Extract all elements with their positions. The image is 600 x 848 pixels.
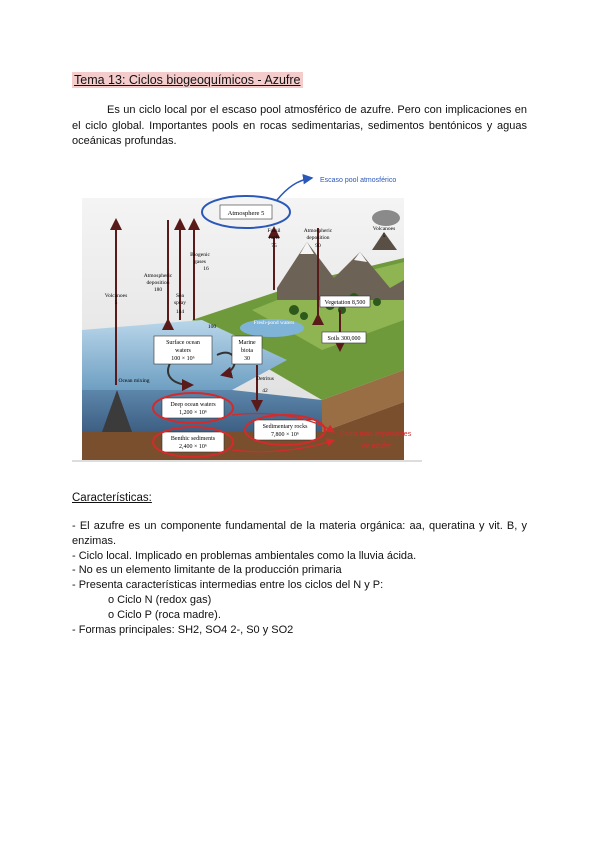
characteristics-list	[72, 519, 527, 637]
svg-text:144: 144	[175, 309, 185, 315]
svg-text:42: 42	[262, 388, 268, 394]
svg-text:Biogenic: Biogenic	[190, 252, 210, 258]
svg-text:waters: waters	[175, 348, 191, 354]
svg-text:16: 16	[203, 266, 209, 272]
annotation-pools-2: de azufre	[362, 443, 392, 450]
atmosphere-box	[220, 205, 272, 219]
deep-waters-box	[162, 398, 224, 418]
svg-text:biota: biota	[241, 348, 253, 354]
list-item: - Presenta características intermedias entre los ciclos del N y P:	[72, 579, 384, 592]
svg-text:Fresh-pond waters: Fresh-pond waters	[253, 320, 295, 326]
svg-text:180: 180	[153, 287, 163, 293]
list-item: o Ciclo P (roca madre).	[108, 608, 221, 621]
svg-text:100: 100	[207, 324, 217, 330]
annotation-pools-1: Pools más importantes	[340, 431, 412, 438]
svg-text:2,400 × 10⁶: 2,400 × 10⁶	[179, 444, 207, 450]
svg-text:Fossil: Fossil	[267, 228, 281, 234]
svg-text:Ocean mixing: Ocean mixing	[118, 378, 150, 384]
surface-ocean-box	[154, 336, 212, 364]
soils-box	[322, 332, 366, 343]
section-heading: Características:	[72, 492, 152, 504]
list-item: o Ciclo N (redox gas)	[108, 593, 212, 606]
page-title: Tema 13: Ciclos biogeoquímicos - Azufre	[74, 73, 301, 87]
list-item: - Ciclo local. Implicado en problemas ambientales como la lluvia ácida.	[72, 549, 417, 562]
svg-text:Sea: Sea	[176, 293, 184, 299]
annotation-atmosphere: Escaso pool atmosférico	[320, 177, 397, 184]
svg-text:30: 30	[244, 356, 250, 362]
svg-text:Atmospheric: Atmospheric	[143, 273, 173, 279]
svg-text:spray: spray	[174, 300, 186, 306]
svg-text:75: 75	[271, 243, 277, 249]
svg-text:Surface ocean: Surface ocean	[166, 340, 200, 346]
marine-biota-box	[232, 336, 262, 364]
svg-text:1,200 × 10⁶: 1,200 × 10⁶	[179, 410, 207, 416]
list-item: - No es un elemento limitante de la producción primaria	[72, 564, 342, 577]
svg-text:gases: gases	[194, 259, 206, 265]
sedimentary-box	[254, 420, 316, 440]
svg-text:Benthic sediments: Benthic sediments	[170, 436, 216, 442]
svg-text:7,800 × 10⁶: 7,800 × 10⁶	[271, 432, 299, 438]
benthic-box	[162, 432, 224, 452]
svg-text:Deep ocean waters: Deep ocean waters	[170, 402, 216, 408]
sulfur-cycle-figure	[72, 170, 527, 462]
svg-text:fuels: fuels	[268, 235, 280, 241]
svg-text:Sedimentary rocks: Sedimentary rocks	[262, 424, 308, 430]
svg-text:Vegetation 8,500: Vegetation 8,500	[324, 300, 366, 306]
svg-text:5: 5	[114, 300, 118, 306]
list-item: - Formas principales: SH2, SO4 2-, S0 y SO2	[72, 623, 294, 636]
svg-text:100 × 10⁶: 100 × 10⁶	[171, 356, 195, 362]
svg-text:Detritus: Detritus	[256, 376, 274, 382]
svg-text:Atmosphere 5: Atmosphere 5	[227, 210, 265, 217]
svg-text:5: 5	[382, 233, 386, 239]
svg-text:Volcanoes: Volcanoes	[372, 226, 396, 232]
svg-text:deposition: deposition	[146, 280, 170, 286]
svg-text:Atmospheric: Atmospheric	[303, 228, 333, 234]
svg-text:Volcanoes: Volcanoes	[104, 293, 128, 299]
list-item: - El azufre es un componente fundamental de la materia orgánica: aa, queratina y vit. B, y enzimas.	[72, 520, 527, 547]
vegetation-box	[320, 296, 370, 307]
intro-paragraph: Es un ciclo local por el escaso pool atmosférico de azufre. Pero con implicaciones en el ciclo global. Importantes pools en rocas sedimentarias, sedimentos bentónicos y aguas oceánicas profundas.	[72, 104, 527, 147]
svg-text:deposition: deposition	[306, 235, 330, 241]
svg-text:Soils 300,000: Soils 300,000	[327, 336, 361, 342]
svg-text:90: 90	[315, 243, 321, 249]
svg-text:Marine: Marine	[238, 340, 256, 346]
